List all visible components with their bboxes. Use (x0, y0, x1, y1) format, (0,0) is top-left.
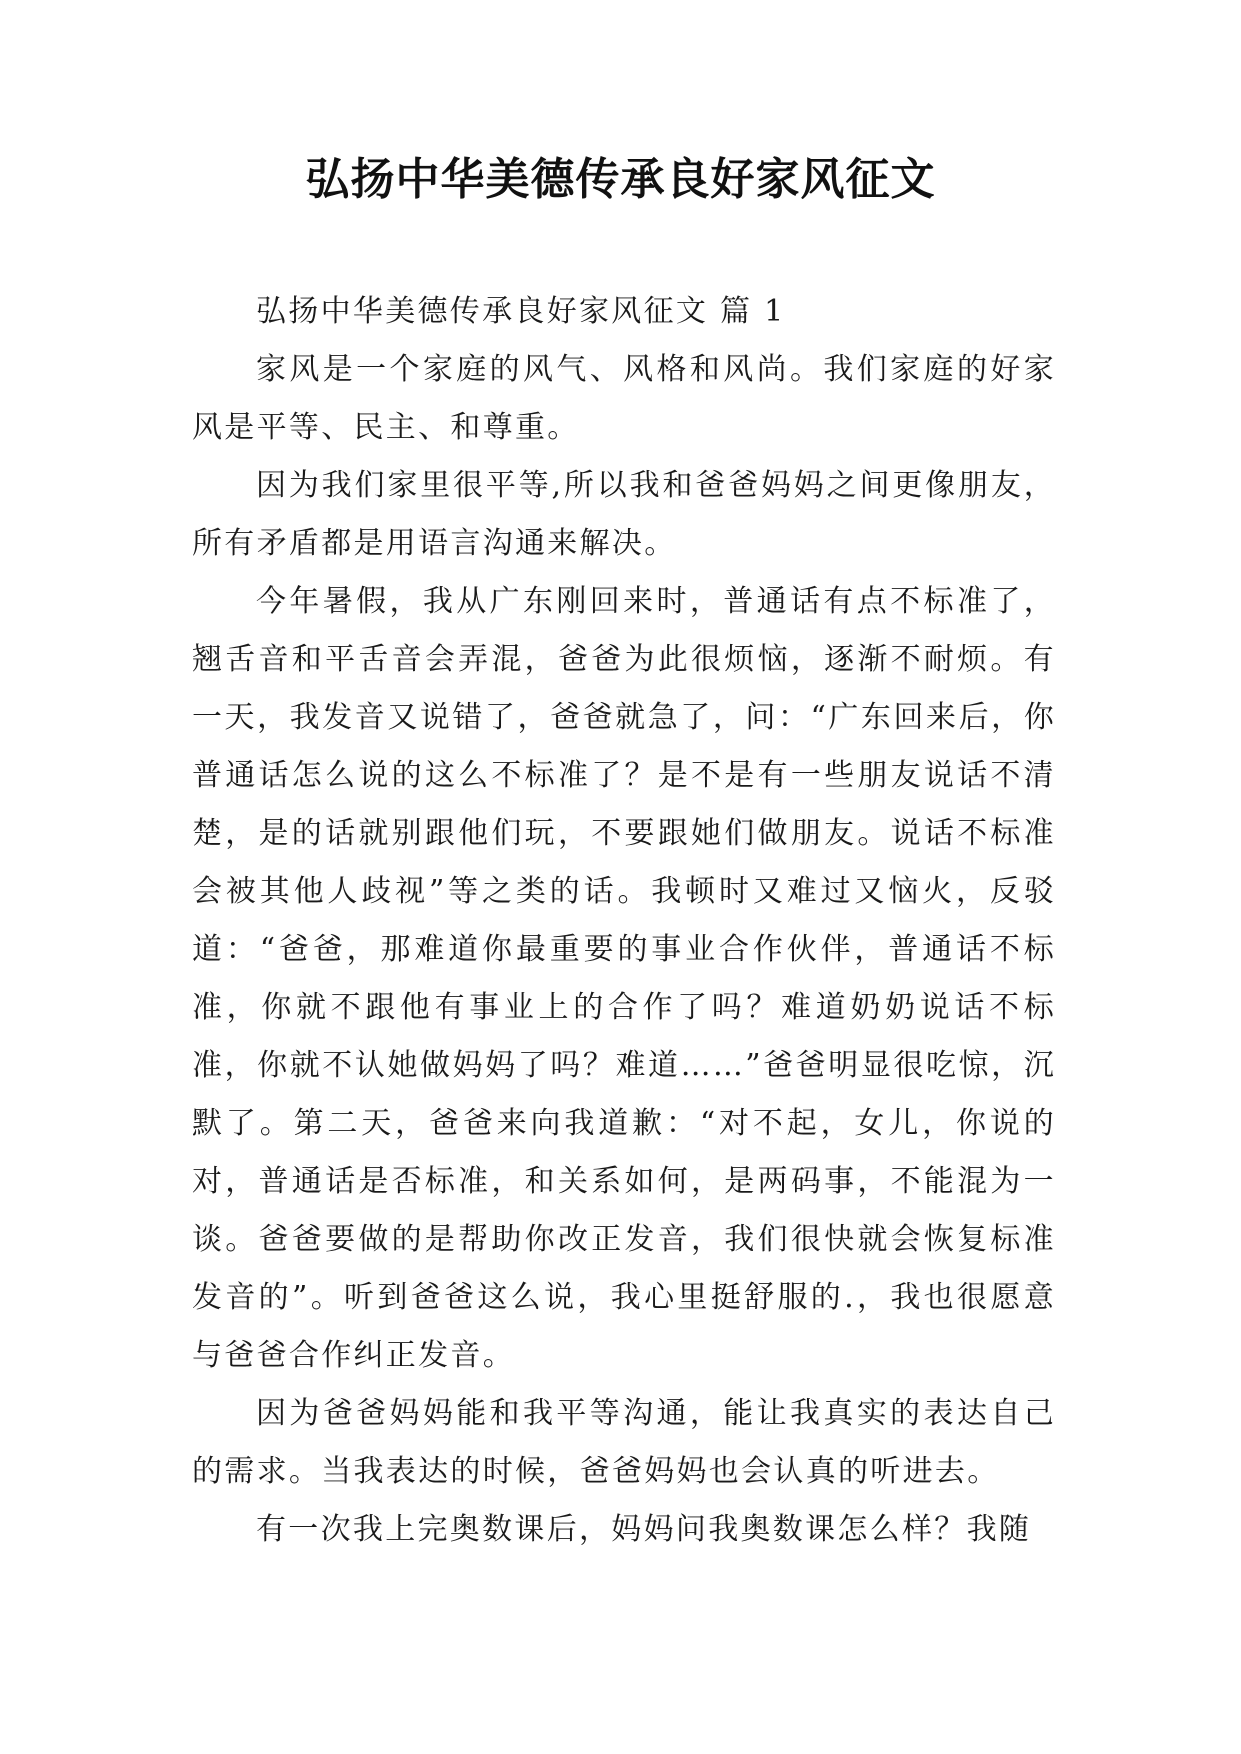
document-body (192, 283, 1056, 1559)
paragraph-1: 家风是一个家庭的风气、风格和风尚。我们家庭的好家风是平等、民主、和尊重。 (192, 352, 1056, 445)
paragraph-2: 因为我们家里很平等,所以我和爸爸妈妈之间更像朋友，所有矛盾都是用语言沟通来解决。 (192, 468, 1056, 561)
paragraph-3: 今年暑假，我从广东刚回来时，普通话有点不标准了，翘舌音和平舌音会弄混，爸爸为此很烦恼，逐渐不耐烦。有一天，我发音又说错了，爸爸就急了，问：“广东回来后，你普通话怎么说的这么不标准了？是不是有一些朋友说话不清楚，是的话就别跟他们玩，不要跟她们做朋友。说话不标准会被其他人歧视”等之类的话。我顿时又难过又恼火，反驳道：“爸爸，那难道你最重要的事业合作伙伴，普通话不标准，你就不跟他有事业上的合作了吗？难道奶奶说话不标准，你就不认她做妈妈了吗？难道……”爸爸明显很吃惊，沉默了。第二天，爸爸来向我道歉：“对不起，女儿，你说的对，普通话是否标准，和关系如何，是两码事，不能混为一谈。爸爸要做的是帮助你改正发音，我们很快就会恢复标准发音的”。听到爸爸这么说，我心里挺舒服的.，我也很愿意与爸爸合作纠正发音。 (192, 584, 1056, 1373)
paragraph-5: 有一次我上完奥数课后，妈妈问我奥数课怎么样？我随 (256, 1512, 1032, 1547)
paragraph-4: 因为爸爸妈妈能和我平等沟通，能让我真实的表达自己的需求。当我表达的时候，爸爸妈妈也会认真的听进去。 (192, 1396, 1056, 1489)
section-heading: 弘扬中华美德传承良好家风征文 篇 1 (256, 294, 786, 329)
document-title: 弘扬中华美德传承良好家风征文 (305, 154, 936, 205)
